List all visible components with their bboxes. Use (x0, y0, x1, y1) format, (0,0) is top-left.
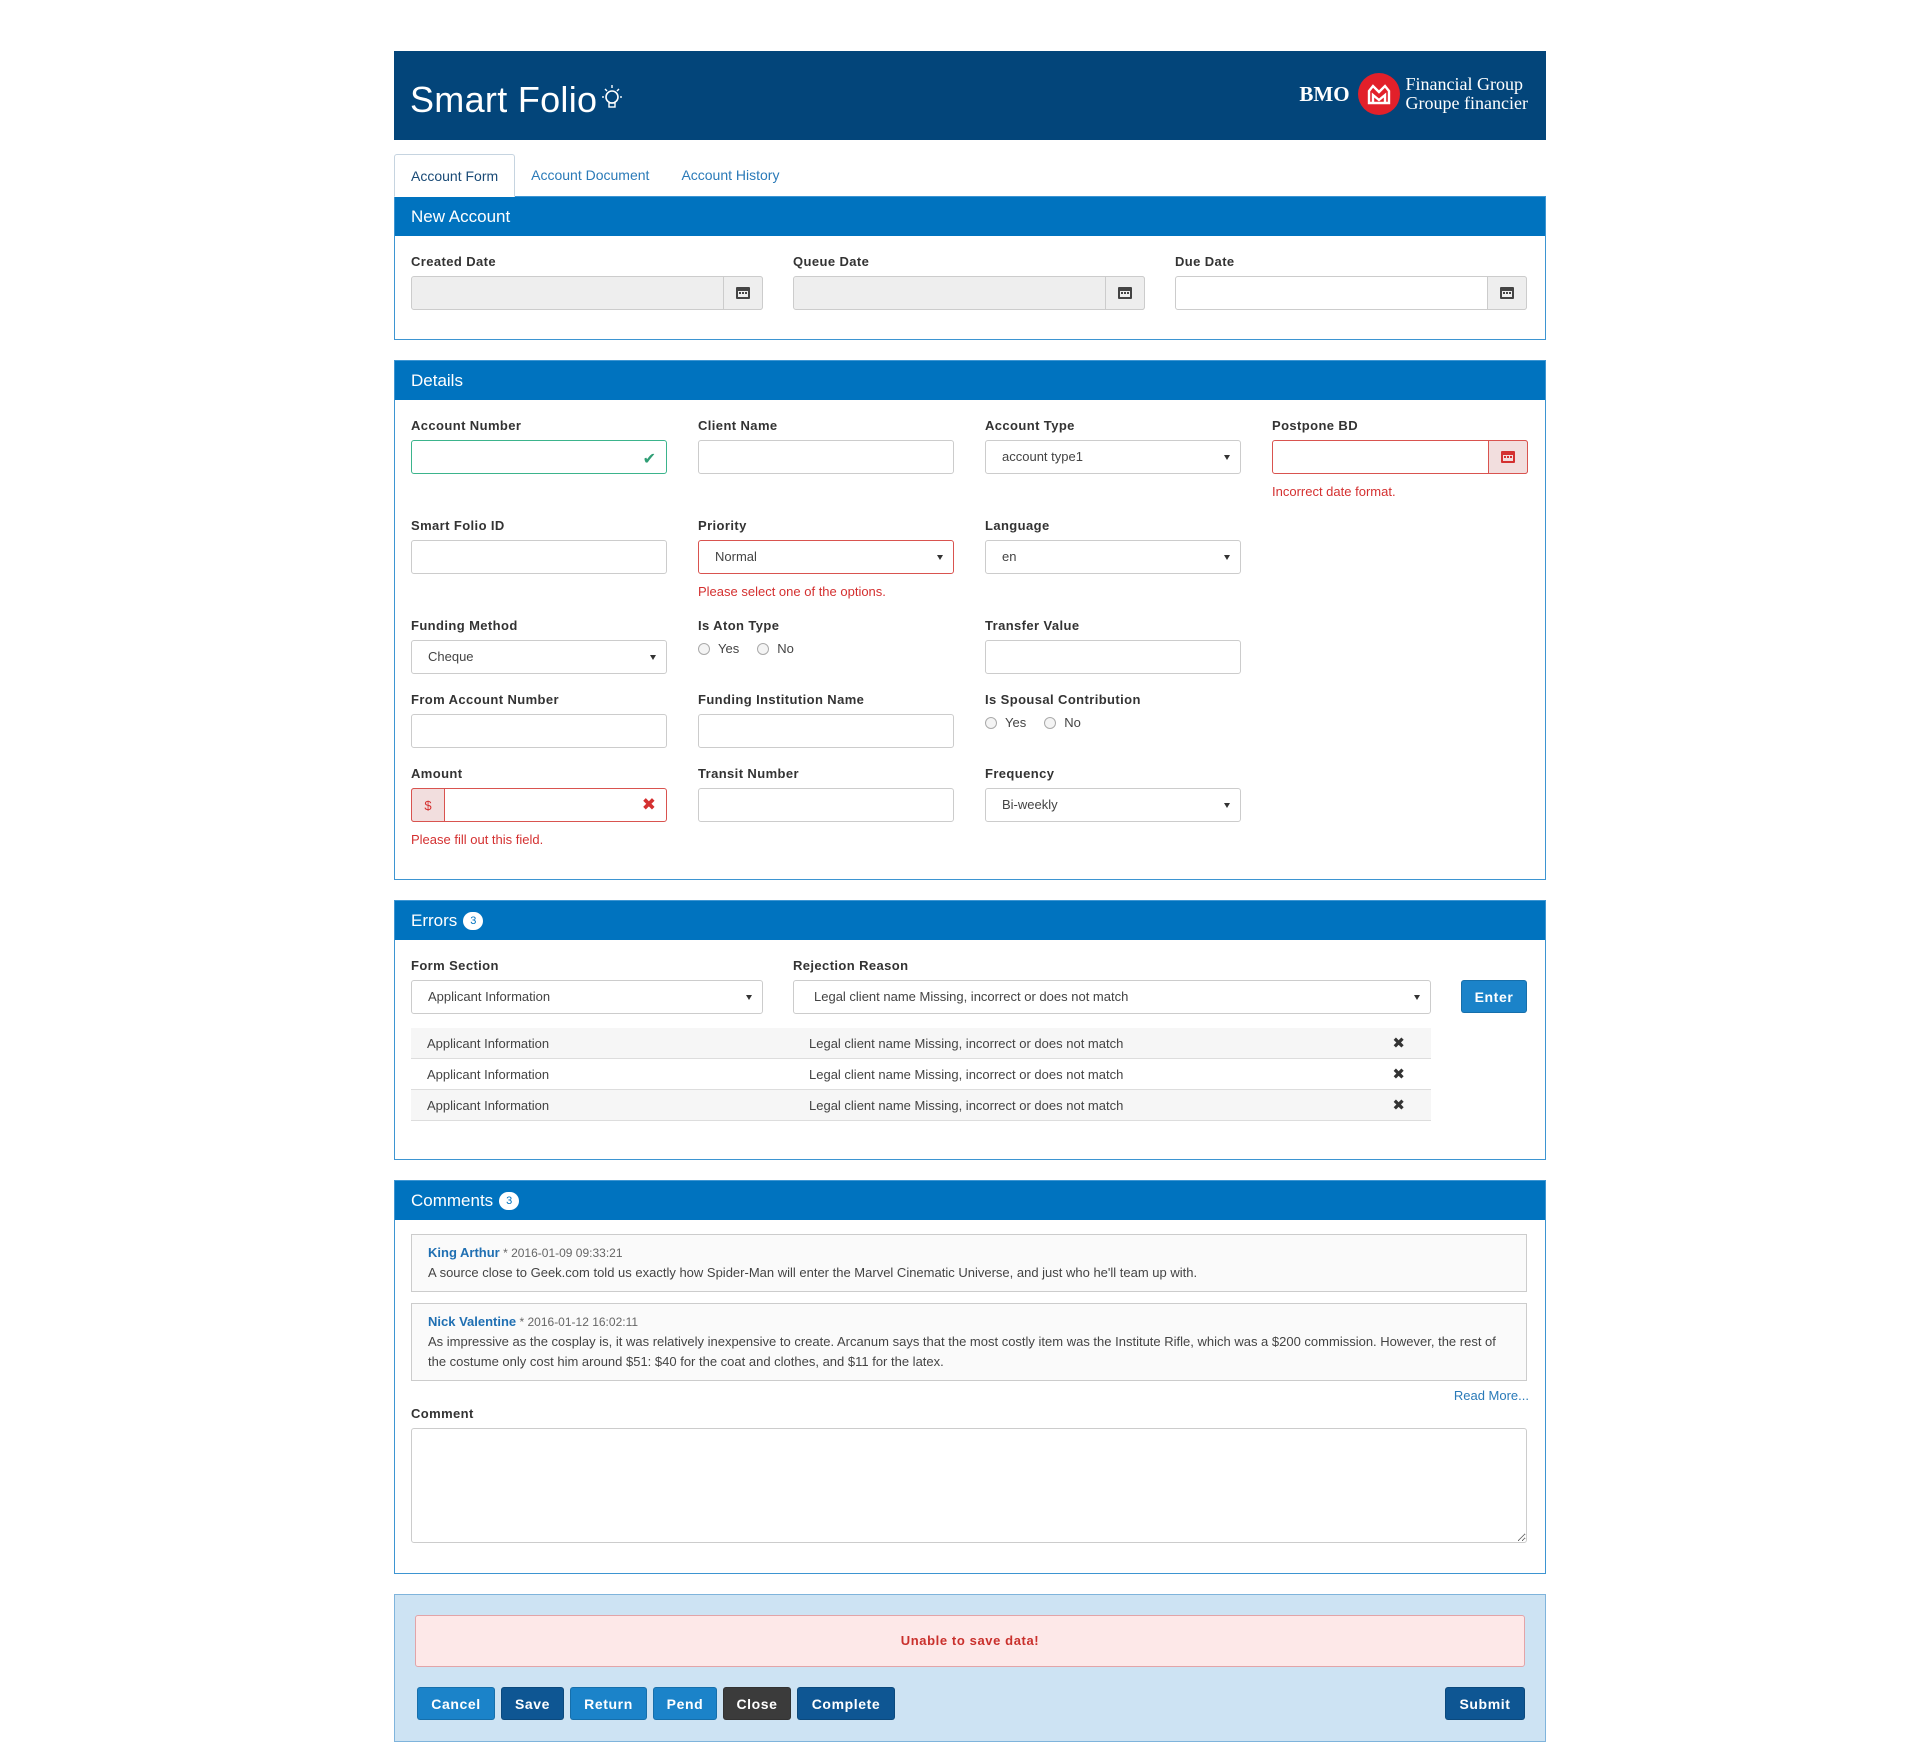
from-account-number-input[interactable] (412, 715, 666, 747)
created-date-field (411, 276, 763, 310)
account-number-input[interactable] (412, 441, 666, 473)
comment-item (411, 1234, 1527, 1292)
panel-title: Comments (411, 1191, 494, 1210)
frequency-select[interactable] (985, 788, 1241, 822)
comment-item (411, 1303, 1527, 1381)
caret-down-icon (650, 655, 656, 660)
smart-folio-id-field (411, 540, 667, 574)
radio-icon[interactable] (1044, 717, 1056, 729)
transit-number-field (698, 788, 954, 822)
page-container (394, 51, 1546, 1742)
caret-down-icon (937, 555, 943, 560)
app-title (410, 79, 625, 121)
app-header (394, 51, 1546, 140)
postpone-bd-label: Postpone BD (1272, 418, 1359, 433)
error-row-section: Applicant Information (427, 1098, 550, 1113)
transit-number-label: Transit Number (698, 766, 799, 781)
transit-number-input[interactable] (699, 789, 953, 821)
read-more-link[interactable]: Read More... (1453, 1388, 1529, 1403)
delete-x-icon[interactable]: ✖ (1392, 1097, 1405, 1114)
error-row-section: Applicant Information (427, 1036, 550, 1051)
transfer-value-label: Transfer Value (985, 618, 1080, 633)
due-date-calendar-button[interactable] (1487, 276, 1527, 310)
panel-title: Details (395, 361, 1545, 400)
priority-value: Normal (715, 549, 757, 564)
tab-account-form[interactable]: Account Form (394, 154, 515, 197)
cancel-button[interactable]: Cancel (417, 1687, 495, 1720)
spousal-no-option[interactable] (1044, 715, 1081, 730)
save-button[interactable]: Save (501, 1687, 564, 1720)
logo-bmo-text: BMO (1299, 81, 1350, 106)
smart-folio-id-input[interactable] (412, 541, 666, 573)
comments-count-badge: 3 (499, 1192, 519, 1210)
panel-title: Errors (411, 911, 458, 930)
caret-down-icon (1224, 555, 1230, 560)
from-account-number-label: From Account Number (411, 692, 559, 707)
funding-institution-name-field (698, 714, 954, 748)
error-row-section: Applicant Information (427, 1067, 550, 1082)
delete-x-icon[interactable]: ✖ (1392, 1035, 1405, 1052)
calendar-icon (1118, 287, 1132, 299)
new-account-panel (394, 196, 1546, 340)
error-row (411, 1059, 1431, 1090)
calendar-icon (1500, 287, 1514, 299)
form-section-value: Applicant Information (428, 989, 551, 1004)
from-account-number-field (411, 714, 667, 748)
logo-line-1: Financial Group (1405, 74, 1524, 94)
tab-bar (394, 154, 1546, 196)
funding-institution-name-label: Funding Institution Name (698, 692, 865, 707)
form-section-select[interactable] (411, 980, 763, 1014)
caret-down-icon (746, 995, 752, 1000)
caret-down-icon (1224, 803, 1230, 808)
comments-panel-head (395, 1181, 1545, 1220)
logo-text (1406, 75, 1528, 113)
account-type-select[interactable] (985, 440, 1241, 474)
caret-down-icon (1224, 455, 1230, 460)
funding-method-label: Funding Method (411, 618, 518, 633)
client-name-input[interactable] (699, 441, 953, 473)
created-date-calendar-button[interactable] (723, 276, 763, 310)
created-date-label: Created Date (411, 254, 496, 269)
dollar-prefix: $ (411, 788, 445, 822)
transfer-value-input[interactable] (986, 641, 1240, 673)
error-x-icon: ✖ (641, 795, 656, 814)
comment-textarea[interactable] (411, 1428, 1527, 1543)
amount-error: Please fill out this field. (411, 832, 544, 847)
comment-timestamp: * 2016-01-12 16:02:11 (516, 1315, 639, 1329)
radio-icon[interactable] (698, 643, 710, 655)
errors-panel (394, 900, 1546, 1160)
comments-panel (394, 1180, 1546, 1574)
priority-error: Please select one of the options. (698, 584, 886, 599)
bmo-roundel-icon (1358, 73, 1400, 115)
queue-date-label: Queue Date (793, 254, 870, 269)
rejection-reason-label: Rejection Reason (793, 958, 909, 973)
return-button[interactable]: Return (570, 1687, 647, 1720)
error-row-reason: Legal client name Missing, incorrect or does not match (809, 1036, 1124, 1051)
postpone-bd-field (1272, 440, 1528, 474)
rejection-reason-select[interactable] (793, 980, 1431, 1014)
aton-no-option[interactable] (757, 641, 794, 656)
logo-line-2: Groupe financier (1405, 93, 1528, 113)
delete-x-icon[interactable]: ✖ (1392, 1066, 1405, 1083)
client-name-field (698, 440, 954, 474)
comment-label: Comment (411, 1406, 474, 1421)
close-button[interactable]: Close (723, 1687, 791, 1720)
checkmark-icon: ✔ (642, 451, 656, 468)
spousal-yes-label: Yes (1005, 715, 1027, 730)
rejection-reason-value: Legal client name Missing, incorrect or does not match (814, 989, 1129, 1004)
radio-icon[interactable] (985, 717, 997, 729)
aton-no-label: No (777, 641, 794, 656)
frequency-value: Bi-weekly (1002, 797, 1058, 812)
funding-method-select[interactable] (411, 640, 667, 674)
comment-author[interactable]: Nick Valentine (428, 1314, 517, 1329)
queue-date-calendar-button[interactable] (1105, 276, 1145, 310)
postpone-bd-calendar-button[interactable] (1488, 440, 1528, 474)
frequency-label: Frequency (985, 766, 1055, 781)
panel-title: New Account (395, 197, 1545, 236)
queue-date-field (793, 276, 1145, 310)
language-select[interactable] (985, 540, 1241, 574)
error-row (411, 1090, 1431, 1121)
account-number-field (411, 440, 667, 474)
priority-label: Priority (698, 518, 747, 533)
is-spousal-contribution-radio-group (985, 715, 1099, 730)
transfer-value-field (985, 640, 1241, 674)
is-aton-type-radio-group (698, 641, 812, 656)
account-type-label: Account Type (985, 418, 1075, 433)
smart-folio-id-label: Smart Folio ID (411, 518, 505, 533)
submit-button[interactable]: Submit (1445, 1687, 1525, 1720)
due-date-input[interactable] (1176, 277, 1526, 309)
pend-button[interactable]: Pend (653, 1687, 717, 1720)
tab-account-history[interactable]: Account History (681, 167, 780, 183)
comment-timestamp: * 2016-01-09 09:33:21 (499, 1246, 623, 1260)
language-value: en (1002, 549, 1017, 564)
amount-field (411, 788, 667, 822)
due-date-label: Due Date (1175, 254, 1235, 269)
language-label: Language (985, 518, 1050, 533)
lightbulb-icon (599, 83, 625, 113)
postpone-bd-error: Incorrect date format. (1272, 484, 1396, 499)
amount-label: Amount (411, 766, 463, 781)
comment-header (428, 1243, 1510, 1263)
comment-header (428, 1312, 1510, 1332)
bmo-logo (1299, 73, 1528, 115)
errors-count-badge: 3 (463, 912, 483, 930)
priority-select[interactable] (698, 540, 954, 574)
amount-input[interactable] (412, 789, 666, 821)
funding-institution-name-input[interactable] (699, 715, 953, 747)
error-row (411, 1028, 1431, 1059)
account-number-label: Account Number (411, 418, 522, 433)
spousal-no-label: No (1064, 715, 1081, 730)
queue-date-input (794, 277, 1144, 309)
calendar-icon (1501, 451, 1515, 463)
comment-text: As impressive as the cosplay is, it was relatively inexpensive to create. Arcanum says that the most costly item was the Institute Rifle, which was a $200 commission. However, the rest of the costume only cost him around $51: $40 for the coat and clothes, and $11 for the latex. (428, 1334, 1496, 1369)
is-aton-type-label: Is Aton Type (698, 618, 780, 633)
funding-method-value: Cheque (428, 649, 474, 664)
error-row-reason: Legal client name Missing, incorrect or does not match (809, 1067, 1124, 1082)
created-date-input (412, 277, 762, 309)
radio-icon[interactable] (757, 643, 769, 655)
action-panel (394, 1594, 1546, 1742)
spousal-yes-option[interactable] (985, 715, 1026, 730)
aton-yes-label: Yes (718, 641, 740, 656)
aton-yes-option[interactable] (698, 641, 739, 656)
comment-text: A source close to Geek.com told us exactly how Spider-Man will enter the Marvel Cinematic Universe, and just who he'll team up with. (428, 1265, 1198, 1280)
account-type-value: account type1 (1002, 449, 1083, 464)
caret-down-icon (1414, 995, 1420, 1000)
enter-button[interactable]: Enter (1461, 980, 1527, 1013)
app-title-text: Smart Folio (410, 79, 598, 120)
tab-account-document[interactable]: Account Document (531, 167, 650, 183)
complete-button[interactable]: Complete (797, 1687, 895, 1720)
error-row-reason: Legal client name Missing, incorrect or does not match (809, 1098, 1124, 1113)
comment-author[interactable]: King Arthur (428, 1245, 500, 1260)
client-name-label: Client Name (698, 418, 778, 433)
due-date-field (1175, 276, 1527, 310)
form-section-label: Form Section (411, 958, 499, 973)
details-panel (394, 360, 1546, 880)
is-spousal-contribution-label: Is Spousal Contribution (985, 692, 1141, 707)
save-error-alert: Unable to save data! (415, 1615, 1525, 1667)
errors-panel-head (395, 901, 1545, 940)
calendar-icon (736, 287, 750, 299)
